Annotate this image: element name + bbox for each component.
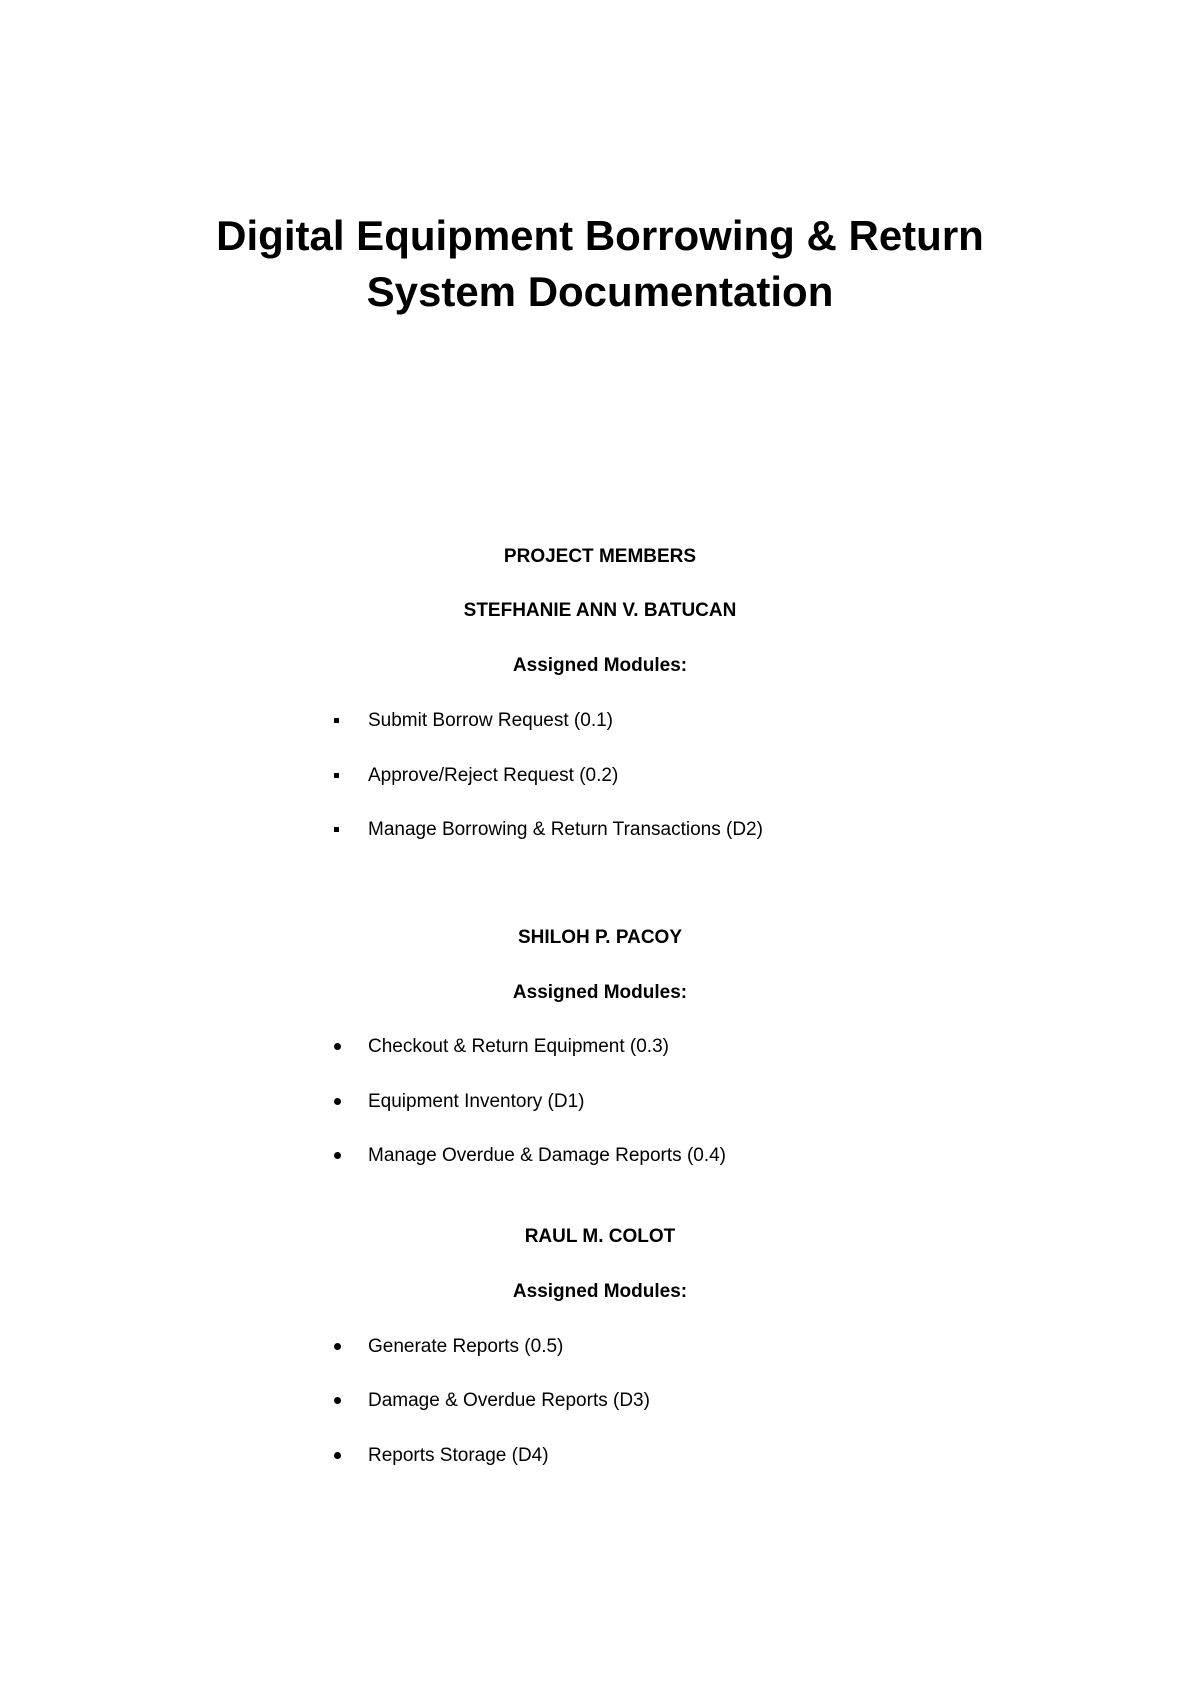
member-name: RAUL M. COLOT [524, 1226, 676, 1247]
document-title [0, 208, 1200, 320]
assigned-modules-label: Assigned Modules: [512, 655, 688, 676]
module-label: Approve/Reject Request (0.2) [368, 765, 619, 786]
module-label: Reports Storage (D4) [368, 1445, 549, 1466]
assigned-modules-label: Assigned Modules: [512, 1281, 688, 1302]
list-item [368, 1144, 726, 1168]
member-name: SHILOH P. PACOY [518, 927, 682, 948]
round-bullet-icon [334, 1452, 341, 1459]
module-label: Damage & Overdue Reports (D3) [368, 1390, 650, 1411]
module-label: Submit Borrow Request (0.1) [368, 710, 613, 731]
module-label: Manage Overdue & Damage Reports (0.4) [368, 1145, 727, 1166]
list-item [368, 709, 613, 733]
round-bullet-icon [334, 1152, 341, 1159]
assigned-modules-label: Assigned Modules: [512, 982, 688, 1003]
list-item [368, 1090, 585, 1114]
document-title-line-2: System Documentation [366, 268, 834, 315]
round-bullet-icon [334, 1043, 341, 1050]
document-title-line-1: Digital Equipment Borrowing & Return [216, 212, 984, 259]
round-bullet-icon [334, 1343, 341, 1350]
list-item [368, 1035, 669, 1059]
square-bullet-icon [334, 827, 339, 832]
list-item [368, 764, 618, 788]
module-label: Checkout & Return Equipment (0.3) [368, 1036, 669, 1057]
square-bullet-icon [334, 773, 339, 778]
list-item [368, 1335, 563, 1359]
round-bullet-icon [334, 1098, 341, 1105]
list-item [368, 1389, 650, 1413]
project-members-heading: PROJECT MEMBERS [503, 546, 697, 567]
list-item [368, 1444, 549, 1468]
list-item [368, 818, 763, 842]
round-bullet-icon [334, 1397, 341, 1404]
module-label: Manage Borrowing & Return Transactions (D2) [368, 819, 763, 840]
module-label: Equipment Inventory (D1) [368, 1091, 585, 1112]
member-name: STEFHANIE ANN V. BATUCAN [463, 600, 737, 621]
module-label: Generate Reports (0.5) [368, 1336, 564, 1357]
square-bullet-icon [334, 718, 339, 723]
